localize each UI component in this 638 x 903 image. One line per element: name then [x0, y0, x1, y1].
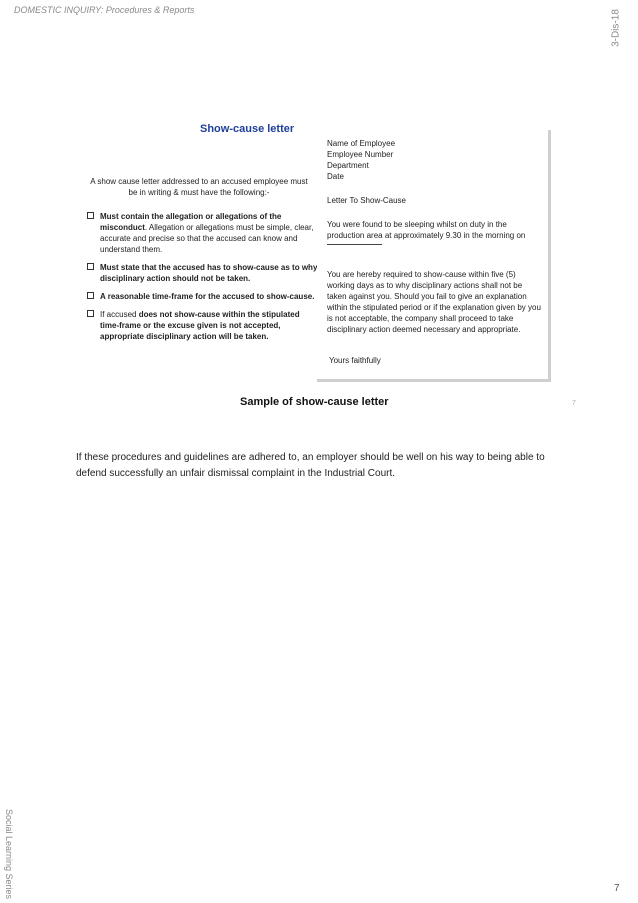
letter-heading: Letter To Show-Cause	[327, 196, 407, 205]
checklist-item-text: . Allegation or allegations must be simple, clear, accurate and precise so that the accused can know and understand them.	[100, 223, 314, 254]
series-label-text: Social Learning Series	[4, 808, 14, 900]
date-stamp-text: 3-Dis-18	[610, 9, 622, 47]
date-stamp	[600, 8, 632, 48]
page-number: 7	[614, 883, 620, 894]
letter-paragraph: You were found to be sleeping whilst on duty in the production area at approximately 9.30 in the morning on	[327, 220, 526, 240]
series-label	[2, 808, 16, 900]
requirements-checklist	[86, 211, 318, 349]
checklist-item-prefix: If accused	[100, 310, 139, 319]
figure-caption: Sample of show-cause letter	[240, 396, 389, 408]
checklist-item-bold: A reasonable time-frame for the accused to show-cause.	[100, 292, 315, 301]
checklist-item	[86, 309, 318, 342]
checkbox-icon	[87, 310, 94, 317]
checklist-item-bold: Must contain the allegation or allegations of the misconduct	[100, 212, 282, 232]
body-paragraph: If these procedures and guidelines are adhered to, an employer should be well on his way to being able to defend successfully an unfair dismissal complaint in the Industrial Court.	[76, 452, 545, 479]
slide-title: Show-cause letter	[200, 123, 295, 135]
letter-field: Employee Number	[327, 150, 394, 159]
checklist-item	[86, 291, 318, 302]
letter-closing: Yours faithfully	[329, 356, 381, 365]
letter-field: Department	[327, 161, 369, 170]
slide-intro: A show cause letter addressed to an accused employee must be in writing & must have the following:-	[90, 177, 308, 197]
checklist-item	[86, 262, 318, 284]
checklist-item	[86, 211, 318, 255]
document-header-title: DOMESTIC INQUIRY: Procedures & Reports	[14, 5, 195, 15]
checkbox-icon	[87, 212, 94, 219]
checkbox-icon	[87, 292, 94, 299]
checkbox-icon	[87, 263, 94, 270]
letter-field: Name of Employee	[327, 139, 396, 148]
checklist-item-bold: Must state that the accused has to show-cause as to why disciplinary action should not be taken.	[100, 263, 318, 283]
letter-paragraph: You are hereby required to show-cause within five (5) working days as to why disciplinary actions shall not be taken against you. Should you fail to give an explanation within the stipulated period or if the explanation given by you is not acceptable, the company shall proceed to take disciplinary action deemed necessary and appropriate.	[327, 270, 541, 334]
sample-letter	[317, 130, 551, 382]
letter-field: Date	[327, 172, 344, 181]
checklist-item-bold: does not show-cause within the stipulated time-frame or the excuse given is not accepted, appropriate disciplinary action will be taken.	[100, 310, 300, 341]
letter-blank-line	[327, 244, 382, 245]
slide-page-number: 7	[572, 400, 576, 407]
